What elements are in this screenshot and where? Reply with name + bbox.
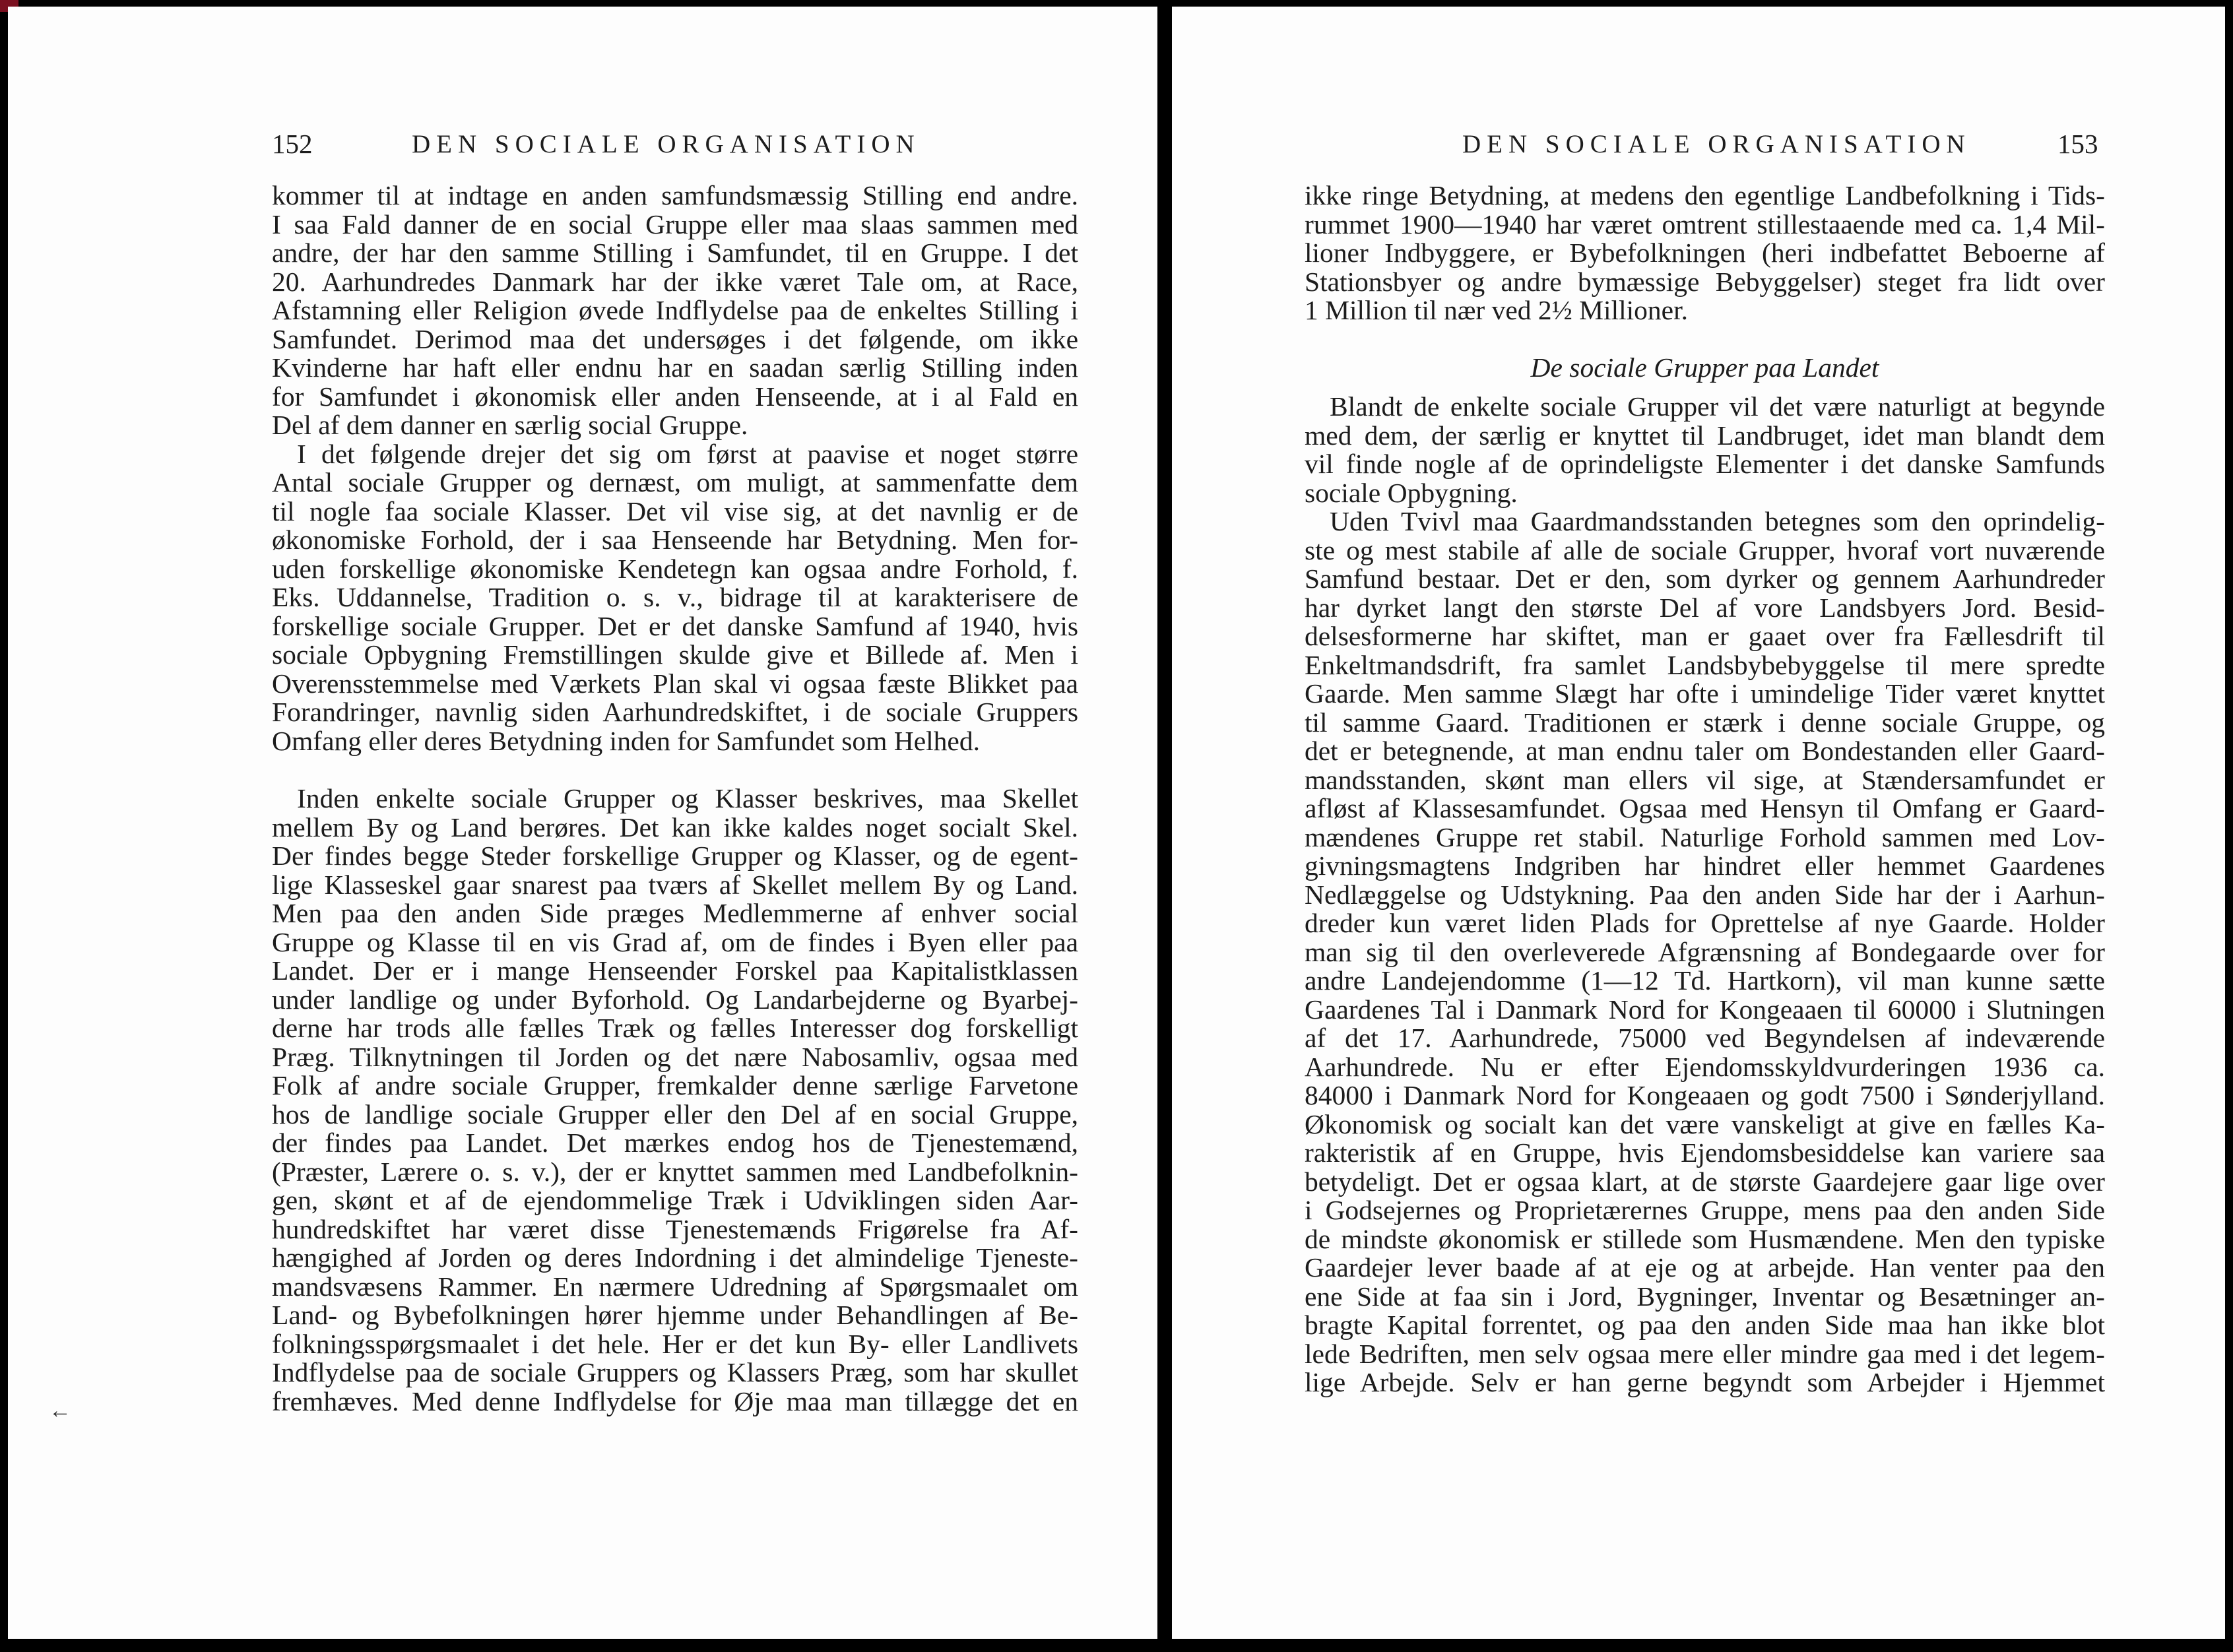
text-line: Enkeltmandsdrift, fra samlet Landsbybebyggelse til mere spredte — [1305, 649, 2105, 680]
text-line: Økonomisk og socialt kan det være vanskeligt at give en fælles Ka- — [1305, 1108, 2105, 1139]
text-line: sociale Opbygning Fremstillingen skulde give et Billede af. Men i — [272, 639, 1078, 670]
text-line: til samme Gaard. Traditionen er stærk i denne sociale Gruppe, og — [1305, 707, 2105, 738]
text-line: 84000 i Danmark Nord for Kongeaaen og godt 7500 i Sønderjylland. — [1305, 1080, 2105, 1110]
text-line: ene Side at faa sin i Jord, Bygninger, Inventar og Besætninger an- — [1305, 1281, 2105, 1312]
text-line: Men paa den anden Side præges Medlemmerne af enhver social — [272, 898, 1078, 928]
text-line: har dyrket langt den største Del af vore Landsbyers Jord. Besid- — [1305, 592, 2105, 623]
text-line: lige Arbejde. Selv er han gerne begyndt som Arbejder i Hjemmet — [1305, 1367, 2105, 1397]
text-line: Aarhundrede. Nu er efter Ejendomsskyldvurderingen 1936 ca. — [1305, 1051, 2105, 1082]
page-number: 153 — [2057, 129, 2098, 159]
text-line: de mindste økonomisk er stillede som Husmændene. Men den typiske — [1305, 1223, 2105, 1254]
text-line: Der findes begge Steder forskellige Grupper og Klasser, og de egent- — [272, 841, 1078, 871]
text-line: lede Bedriften, men selv ogsaa mere eller mindre gaa med i det legem- — [1305, 1338, 2105, 1369]
text-line: Folk af andre sociale Grupper, fremkalder denne særlige Farvetone — [272, 1070, 1078, 1100]
text-line: sociale Opbygning. — [1305, 477, 1518, 508]
text-line: Omfang eller deres Betydning inden for Samfundet som Helhed. — [272, 725, 980, 756]
running-head: DEN SOCIALE ORGANISATION — [412, 130, 921, 158]
text-line: med dem, der særlig er knyttet til Landbruget, idet man blandt dem — [1305, 420, 2105, 451]
text-line: Inden enkelte sociale Grupper og Klasser beskrives, maa Skellet — [297, 783, 1078, 813]
text-line: fremhæves. Med denne Indflydelse for Øje maa man tillægge det en — [272, 1385, 1078, 1416]
text-line: I det følgende drejer det sig om først at paavise et noget større — [297, 438, 1078, 469]
text-line: Blandt de enkelte sociale Grupper vil det være naturligt at begynde — [1330, 391, 2105, 422]
text-line: bragte Kapital forrentet, og paa den anden Side maa han ikke blot — [1305, 1310, 2105, 1340]
text-line: Forandringer, navnlig siden Aarhundredskiftet, i de sociale Gruppers — [272, 697, 1078, 727]
left-page — [8, 7, 1157, 1639]
text-line: det er betegnende, at man endnu taler om Bondestanden eller Gaard- — [1305, 736, 2105, 766]
text-line: vil finde nogle af de oprindeligste Elementer i det danske Samfunds — [1305, 449, 2105, 479]
text-line: hundredskiftet har været disse Tjenestemænds Frigørelse fra Af- — [272, 1213, 1078, 1244]
text-line: uden forskellige økonomiske Kendetegn kan ogsaa andre Forhold, f. — [272, 553, 1078, 584]
right-page — [1172, 7, 2225, 1639]
text-line: Del af dem danner en særlig social Gruppe. — [272, 410, 748, 440]
text-line: derne har trods alle fælles Træk og fælles Interesser dog forskelligt — [272, 1013, 1078, 1043]
section-heading: De sociale Grupper paa Landet — [1530, 352, 1879, 383]
text-line: andre, der har den samme Stilling i Samfundet, til en Gruppe. I det — [272, 238, 1078, 268]
margin-arrow-mark: ← — [49, 1399, 71, 1423]
text-line: 20. Aarhundredes Danmark har der ikke været Tale om, at Race, — [272, 266, 1078, 297]
text-line: givningsmagtens Indgriben har hindret eller hemmet Gaardenes — [1305, 850, 2105, 881]
text-line: Gaarde. Men samme Slægt har ofte i umindelige Tider været knyttet — [1305, 678, 2105, 709]
paragraph-gap — [272, 755, 1078, 784]
text-line: I saa Fald danner de en social Gruppe eller maa slaas sammen med — [272, 208, 1078, 239]
text-line: man sig til den overleverede Afgrænsning af Bondegaarde over for — [1305, 936, 2105, 967]
text-line: lige Klasseskel gaar snarest paa tværs af Skellet mellem By og Land. — [272, 869, 1078, 900]
text-line: hos de landlige sociale Grupper eller den Del af en social Gruppe, — [272, 1098, 1078, 1129]
text-line: Stationsbyer og andre bymæssige Bebyggelser) steget fra lidt over — [1305, 266, 2105, 297]
text-line: Indflydelse paa de sociale Gruppers og Klassers Præg, som har skullet — [272, 1357, 1078, 1387]
text-line: Overensstemmelse med Værkets Plan skal vi ogsaa fæste Blikket paa — [272, 668, 1078, 699]
left-body-text — [272, 181, 1078, 1416]
text-line: betydeligt. Det er ogsaa klart, at de største Gaardejere gaar lige over — [1305, 1166, 2105, 1197]
text-line: 1 Million til nær ved 2½ Millioner. — [1305, 295, 1688, 325]
running-head: DEN SOCIALE ORGANISATION — [1462, 130, 1971, 158]
text-line: ikke ringe Betydning, at medens den egentlige Landbefolkning i Tids- — [1305, 180, 2105, 210]
text-line: Nedlæggelse og Udstykning. Paa den anden Side har der i Aarhun- — [1305, 879, 2105, 910]
text-line: andre Landejendomme (1—12 Td. Hartkorn), vil man kunne sætte — [1305, 965, 2105, 996]
text-line: dreder kun været liden Plads for Oprettelse af nye Gaarde. Holder — [1305, 908, 2105, 938]
text-line: for Samfundet i økonomisk eller anden Henseende, at i al Fald en — [272, 381, 1078, 412]
text-line: rummet 1900—1940 har været omtrent stillestaaende med ca. 1,4 Mil- — [1305, 208, 2105, 239]
text-line: Samfundet. Derimod maa det undersøges i det følgende, om ikke — [272, 323, 1078, 354]
text-line: forskellige sociale Grupper. Det er det danske Samfund af 1940, hvis — [272, 610, 1078, 641]
text-line: Samfund bestaar. Det er den, som dyrker og gennem Aarhundreder — [1305, 563, 2105, 594]
text-line: økonomiske Forhold, der i saa Henseende har Betydning. Men for- — [272, 524, 1078, 555]
text-line: Gaardenes Tal i Danmark Nord for Kongeaaen til 60000 i Slutningen — [1305, 994, 2105, 1025]
text-line: under landlige og under Byforhold. Og Landarbejderne og Byarbej- — [272, 984, 1078, 1015]
text-line: Afstamning eller Religion øvede Indflydelse paa de enkeltes Stilling i — [272, 295, 1078, 325]
text-line: afløst af Klassesamfundet. Ogsaa med Hensyn til Omfang er Gaard- — [1305, 793, 2105, 823]
text-line: Eks. Uddannelse, Tradition o. s. v., bidrage til at karakterisere de — [272, 582, 1078, 612]
text-line: mandsstanden, skønt man ellers vil sige, at Stændersamfundet er — [1305, 764, 2105, 795]
text-line: (Præster, Lærere o. s. v.), der er knyttet sammen med Landbefolknin- — [272, 1156, 1078, 1187]
text-line: Land- og Bybefolkningen hører hjemme under Behandlingen af Be- — [272, 1300, 1078, 1330]
text-line: Landet. Der er i mange Henseender Forskel paa Kapitalistklassen — [272, 955, 1078, 986]
text-line: lioner Indbyggere, er Bybefolkningen (heri indbefattet Beboerne af — [1305, 238, 2105, 268]
text-line: delsesformerne har skiftet, man er gaaet over fra Fællesdrift til — [1305, 621, 2105, 651]
text-line: mellem By og Land berøres. Det kan ikke kaldes noget socialt Skel. — [272, 811, 1078, 842]
text-line: ste og mest stabile af alle de sociale Grupper, hvoraf vort nuværende — [1305, 534, 2105, 565]
text-line: kommer til at indtage en anden samfundsmæssig Stilling end andre. — [272, 180, 1078, 210]
text-line: der findes paa Landet. Det mærkes endog hos de Tjenestemænd, — [272, 1128, 1078, 1158]
right-body-text — [1305, 181, 2105, 1397]
text-line: gen, skønt et af de ejendommelige Træk i Udviklingen siden Aar- — [272, 1185, 1078, 1215]
text-line: mandsvæsens Rammer. En nærmere Udredning af Spørgsmaalet om — [272, 1271, 1078, 1302]
page-number: 152 — [272, 129, 313, 159]
text-line: i Godsejernes og Proprietærernes Gruppe, mens paa den anden Side — [1305, 1195, 2105, 1225]
text-line: til nogle faa sociale Klasser. Det vil vise sig, at det navnlig er de — [272, 495, 1078, 526]
text-line: af det 17. Aarhundrede, 75000 ved Begyndelsen af indeværende — [1305, 1023, 2105, 1053]
text-line: Præg. Tilknytningen til Jorden og det nære Nabosamliv, ogsaa med — [272, 1041, 1078, 1072]
text-line: Gruppe og Klasse til en vis Grad af, om de findes i Byen eller paa — [272, 926, 1078, 957]
text-line: Antal sociale Grupper og dernæst, om muligt, at sammenfatte dem — [272, 467, 1078, 497]
text-line: Uden Tvivl maa Gaardmandsstanden betegnes som den oprindelig- — [1330, 506, 2105, 536]
text-line: mændenes Gruppe ret stabil. Naturlige Forhold sammen med Lov- — [1305, 821, 2105, 852]
text-line: Gaardejer lever baade af at eje og at arbejde. Han venter paa den — [1305, 1252, 2105, 1283]
text-line: Kvinderne har haft eller endnu har en saadan særlig Stilling inden — [272, 352, 1078, 383]
text-line: folkningsspørgsmaalet i det hele. Her er det kun By- eller Landlivets — [272, 1328, 1078, 1359]
text-line: rakteristik af en Gruppe, hvis Ejendomsbesiddelse kan variere saa — [1305, 1137, 2105, 1168]
text-line: hængighed af Jorden og deres Indordning i det almindelige Tjeneste- — [272, 1242, 1078, 1273]
